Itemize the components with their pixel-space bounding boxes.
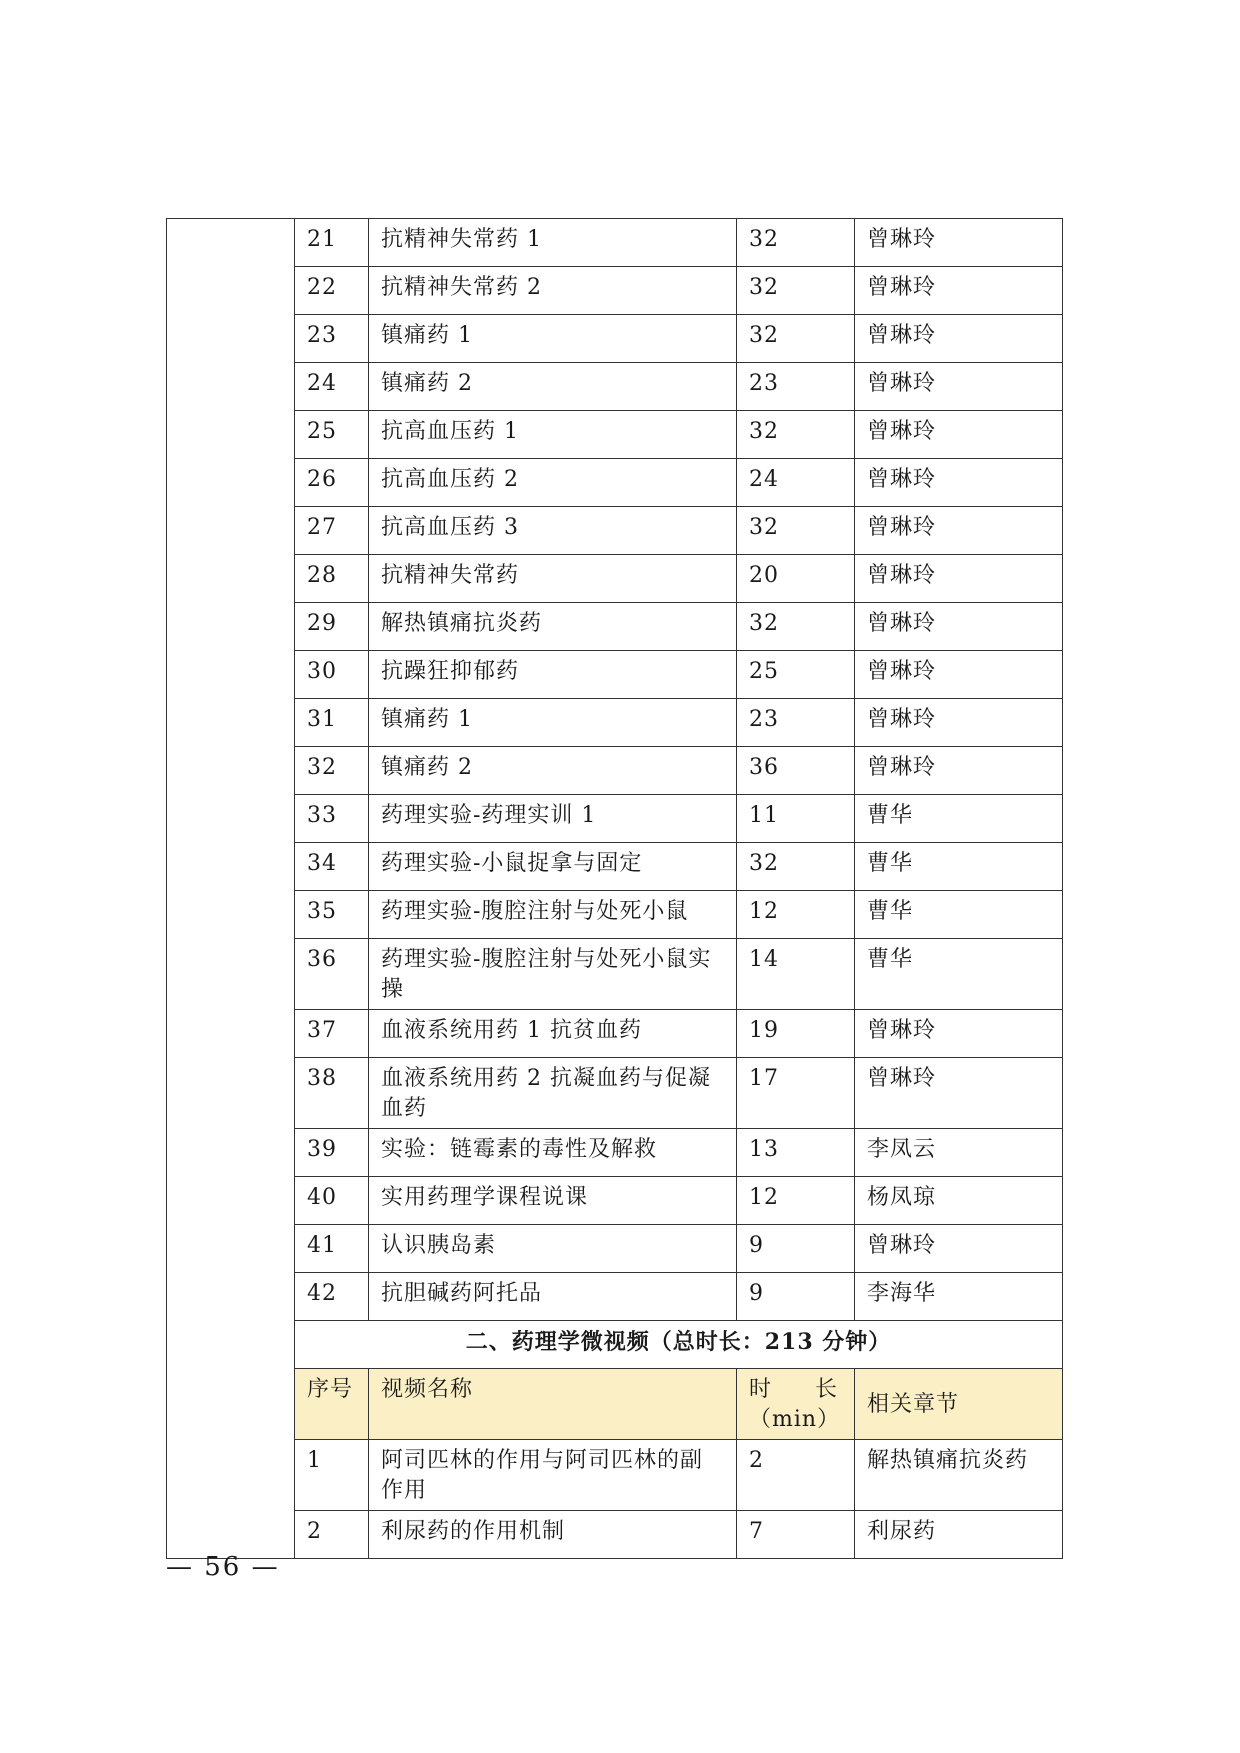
duration: 12 xyxy=(737,1177,855,1225)
video-name: 药理实验-腹腔注射与处死小鼠 xyxy=(369,891,737,939)
header-duration-unit: （min） xyxy=(749,1407,841,1432)
duration: 9 xyxy=(737,1273,855,1321)
row-number: 36 xyxy=(295,939,369,1010)
author: 曹华 xyxy=(855,843,1063,891)
row-number: 23 xyxy=(295,315,369,363)
table-row xyxy=(167,315,1063,363)
section-title: 二、药理学微视频（总时长：213 分钟） xyxy=(295,1321,1063,1369)
video-name: 镇痛药 2 xyxy=(369,363,737,411)
duration: 14 xyxy=(737,939,855,1010)
row-number: 39 xyxy=(295,1129,369,1177)
author: 曾琳玲 xyxy=(855,1225,1063,1273)
table-row xyxy=(167,411,1063,459)
table-row xyxy=(167,1440,1063,1511)
row-number: 28 xyxy=(295,555,369,603)
table-row xyxy=(167,699,1063,747)
author: 杨凤琼 xyxy=(855,1177,1063,1225)
row-number: 26 xyxy=(295,459,369,507)
header-no: 序号 xyxy=(295,1369,369,1440)
table-row xyxy=(167,363,1063,411)
duration: 9 xyxy=(737,1225,855,1273)
author: 曾琳玲 xyxy=(855,1058,1063,1129)
video-name: 镇痛药 2 xyxy=(369,747,737,795)
video-name: 实用药理学课程说课 xyxy=(369,1177,737,1225)
video-name: 抗高血压药 3 xyxy=(369,507,737,555)
table-row xyxy=(167,1058,1063,1129)
author: 曾琳玲 xyxy=(855,363,1063,411)
video-name: 抗精神失常药 1 xyxy=(369,219,737,267)
row-number: 2 xyxy=(295,1511,369,1559)
duration: 11 xyxy=(737,795,855,843)
table-row xyxy=(167,1010,1063,1058)
table-row xyxy=(167,795,1063,843)
video-name: 药理实验-药理实训 1 xyxy=(369,795,737,843)
duration: 32 xyxy=(737,603,855,651)
author: 曹华 xyxy=(855,795,1063,843)
duration: 17 xyxy=(737,1058,855,1129)
duration: 20 xyxy=(737,555,855,603)
row-number: 34 xyxy=(295,843,369,891)
row-number: 1 xyxy=(295,1440,369,1511)
duration: 32 xyxy=(737,843,855,891)
duration: 32 xyxy=(737,507,855,555)
duration: 32 xyxy=(737,411,855,459)
table-row xyxy=(167,1129,1063,1177)
author: 曹华 xyxy=(855,891,1063,939)
author: 曾琳玲 xyxy=(855,267,1063,315)
table-row xyxy=(167,747,1063,795)
author: 曾琳玲 xyxy=(855,555,1063,603)
author: 李凤云 xyxy=(855,1129,1063,1177)
row-number: 27 xyxy=(295,507,369,555)
row-number: 38 xyxy=(295,1058,369,1129)
video-name: 镇痛药 1 xyxy=(369,699,737,747)
author: 曾琳玲 xyxy=(855,1010,1063,1058)
author: 曾琳玲 xyxy=(855,603,1063,651)
duration: 23 xyxy=(737,363,855,411)
duration: 32 xyxy=(737,267,855,315)
table-row xyxy=(167,891,1063,939)
author: 曹华 xyxy=(855,939,1063,1010)
video-name: 血液系统用药 2 抗凝血药与促凝血药 xyxy=(369,1058,737,1129)
row-number: 24 xyxy=(295,363,369,411)
video-name: 药理实验-腹腔注射与处死小鼠实操 xyxy=(369,939,737,1010)
duration: 2 xyxy=(737,1440,855,1511)
duration: 23 xyxy=(737,699,855,747)
video-name: 抗高血压药 1 xyxy=(369,411,737,459)
row-number: 35 xyxy=(295,891,369,939)
header-duration xyxy=(737,1369,855,1440)
duration: 7 xyxy=(737,1511,855,1559)
author: 李海华 xyxy=(855,1273,1063,1321)
duration: 24 xyxy=(737,459,855,507)
table-row xyxy=(167,1177,1063,1225)
duration: 36 xyxy=(737,747,855,795)
author: 曾琳玲 xyxy=(855,411,1063,459)
chapter: 利尿药 xyxy=(855,1511,1063,1559)
duration: 19 xyxy=(737,1010,855,1058)
video-name: 镇痛药 1 xyxy=(369,315,737,363)
chapter: 解热镇痛抗炎药 xyxy=(855,1440,1063,1511)
header-row xyxy=(167,1369,1063,1440)
row-number: 32 xyxy=(295,747,369,795)
video-name: 抗躁狂抑郁药 xyxy=(369,651,737,699)
author: 曾琳玲 xyxy=(855,699,1063,747)
table-body xyxy=(167,219,1063,1559)
row-number: 22 xyxy=(295,267,369,315)
table-row xyxy=(167,603,1063,651)
author: 曾琳玲 xyxy=(855,507,1063,555)
author: 曾琳玲 xyxy=(855,315,1063,363)
video-name: 实验：链霉素的毒性及解救 xyxy=(369,1129,737,1177)
table-row xyxy=(167,507,1063,555)
row-number: 25 xyxy=(295,411,369,459)
row-number: 29 xyxy=(295,603,369,651)
table-row xyxy=(167,1511,1063,1559)
video-table xyxy=(166,218,1063,1559)
table-row xyxy=(167,843,1063,891)
author: 曾琳玲 xyxy=(855,459,1063,507)
row-number: 41 xyxy=(295,1225,369,1273)
video-name: 解热镇痛抗炎药 xyxy=(369,603,737,651)
video-name: 血液系统用药 1 抗贫血药 xyxy=(369,1010,737,1058)
table-row xyxy=(167,939,1063,1010)
duration: 32 xyxy=(737,315,855,363)
table-row xyxy=(167,555,1063,603)
author: 曾琳玲 xyxy=(855,651,1063,699)
table-row xyxy=(167,651,1063,699)
header-name: 视频名称 xyxy=(369,1369,737,1440)
table-row xyxy=(167,219,1063,267)
video-name: 抗胆碱药阿托品 xyxy=(369,1273,737,1321)
header-chapter: 相关章节 xyxy=(855,1369,1063,1440)
video-name: 阿司匹林的作用与阿司匹林的副作用 xyxy=(369,1440,737,1511)
video-name: 抗高血压药 2 xyxy=(369,459,737,507)
author: 曾琳玲 xyxy=(855,747,1063,795)
row-number: 42 xyxy=(295,1273,369,1321)
duration: 25 xyxy=(737,651,855,699)
header-duration-a: 时 xyxy=(749,1377,773,1402)
category-cell xyxy=(167,219,295,1559)
table-row xyxy=(167,267,1063,315)
video-name: 抗精神失常药 2 xyxy=(369,267,737,315)
table-row xyxy=(167,1273,1063,1321)
video-name: 药理实验-小鼠捉拿与固定 xyxy=(369,843,737,891)
video-name: 抗精神失常药 xyxy=(369,555,737,603)
table-row xyxy=(167,459,1063,507)
row-number: 33 xyxy=(295,795,369,843)
duration: 12 xyxy=(737,891,855,939)
row-number: 21 xyxy=(295,219,369,267)
page-number: — 56 — xyxy=(166,1552,280,1582)
video-name: 利尿药的作用机制 xyxy=(369,1511,737,1559)
row-number: 30 xyxy=(295,651,369,699)
section-title-row xyxy=(167,1321,1063,1369)
video-name: 认识胰岛素 xyxy=(369,1225,737,1273)
author: 曾琳玲 xyxy=(855,219,1063,267)
header-duration-b: 长 xyxy=(814,1377,838,1402)
duration: 32 xyxy=(737,219,855,267)
row-number: 40 xyxy=(295,1177,369,1225)
table-row xyxy=(167,1225,1063,1273)
duration: 13 xyxy=(737,1129,855,1177)
row-number: 37 xyxy=(295,1010,369,1058)
row-number: 31 xyxy=(295,699,369,747)
